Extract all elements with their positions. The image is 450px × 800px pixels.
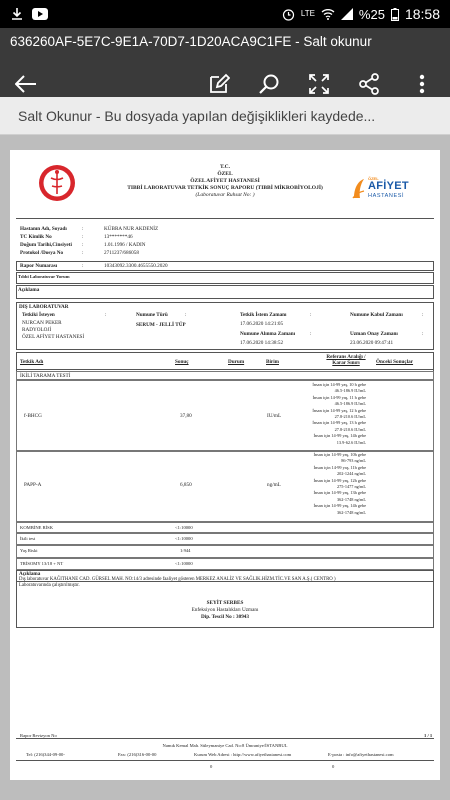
share-button[interactable]: [355, 70, 383, 98]
share-icon: [358, 73, 380, 95]
page-indicator: 1 / 1: [424, 733, 433, 738]
footer-fax: Fax: (216)316-00-00: [118, 752, 157, 757]
status-bar: [0, 0, 450, 28]
test-unit: ng/mL: [267, 482, 281, 488]
test-reference: [286, 452, 366, 516]
test-name: TRİSOMY 13/18 + NT: [20, 561, 64, 566]
logo-big-text: AFİYET: [368, 180, 409, 192]
reference-line: İnsan için 14-99 yaş, 12h gebe: [313, 477, 366, 483]
test-name: f-BHCG: [24, 413, 42, 419]
reference-line: 27.8-210.6 IU/mL: [334, 414, 366, 420]
test-name: İkili test: [20, 536, 36, 541]
colon: :: [185, 312, 187, 318]
revision-label: Rapor Revizyon No: [20, 733, 57, 738]
youtube-icon: [32, 8, 48, 20]
table-row: [16, 522, 434, 533]
dob-value: 1.01.1996 / KADIN: [104, 242, 146, 248]
lab-comment-label: Tıbbi Laboratuvar Yorum: [18, 274, 70, 279]
receive-time-label: Numune Alınma Zamanı: [240, 331, 296, 337]
reference-line: İnsan için 14-99 yaş, 11h gebe: [313, 464, 366, 470]
colon: :: [82, 234, 84, 240]
reference-line: İnsan için 14-99 yaş, 12 h gebe: [312, 407, 366, 413]
colon: :: [82, 263, 84, 269]
protocol-label: Protokol /Dosya No: [20, 250, 64, 256]
reference-line: İnsan için 14-99 yaş, 13 h gebe: [312, 420, 366, 426]
protocol-value: 2711237/686058: [104, 250, 139, 256]
edit-button[interactable]: [205, 70, 233, 98]
col-header-status: Durum: [228, 359, 245, 365]
request-time-value: 17.06.2020 14:21:05: [240, 321, 284, 327]
test-result: <1:10000: [175, 536, 193, 541]
test-reference: [286, 382, 366, 446]
request-time-label: Tetkik İstem Zamanı: [240, 312, 287, 318]
test-result: <1:10000: [175, 525, 193, 530]
col-header-reference: Referans Aralığı / Karar Sınırı: [326, 354, 366, 366]
reference-line: 27.8-210.6 IU/mL: [334, 426, 366, 432]
reference-line: İnsan için 14-99 yaş, 10 h gebe: [312, 382, 366, 387]
hospital-logo: [352, 176, 412, 202]
signature-title: Enfeksiyon Hastalıkları Uzmanı: [191, 607, 259, 613]
edit-icon: [208, 73, 230, 95]
colon: :: [82, 250, 84, 256]
table-row: [16, 545, 434, 558]
document-filename: 636260AF-5E7C-9E1A-70D7-1D20ACA9C1FE - Salt okunur: [10, 34, 372, 49]
clock: 18:58: [404, 6, 440, 22]
patient-name-label: Hastanın Adı, Soyadı: [20, 226, 67, 232]
col-header-test: Tetkik Adı: [20, 359, 44, 365]
colon: :: [422, 312, 424, 318]
external-lab-title: DIŞ LABORATUVAR: [19, 304, 69, 310]
read-only-banner-text: Salt Okunur - Bu dosyada yapılan değişiklikleri kaydede...: [18, 107, 376, 124]
explanation-box: [16, 285, 434, 299]
note-line-1: Dış laboratuvar KAĞITHANE CAD. GÜRSEL MAH. NO:14/3 adresinde faaliyet gösteren MERKEZ ANALİZ VE SAĞLIK.HİZM.TİC.VE SAN A.Ş.( CENTRO ): [19, 577, 336, 582]
fullscreen-button[interactable]: [305, 70, 333, 98]
test-unit: IU/mL: [267, 413, 282, 419]
reference-line: 202-1244 ng/mL: [336, 471, 366, 477]
footer-address: Namık Kemal Mah. Süleymaniye Cad. No:8 Ümraniye/İSTANBUL: [162, 743, 288, 748]
reference-line: İnsan için 14-99 yaş, 11 h gebe: [312, 394, 366, 400]
header-line-3: ÖZEL AFİYET HASTANESİ: [190, 178, 260, 184]
requester-value-2: RADYOLOJİ: [22, 327, 52, 333]
col-header-previous: Önceki Sonuçlar: [376, 359, 414, 365]
header-line-2: ÖZEL: [217, 171, 233, 177]
dob-label: Doğum Tarihi,Cinsiyeti: [20, 242, 72, 248]
receive-time-value: 17.06.2020 14:38:52: [240, 340, 284, 346]
footer-divider: [16, 738, 434, 739]
search-button[interactable]: [255, 70, 283, 98]
more-vert-icon: [419, 74, 425, 94]
approve-time-label: Uzman Onay Zamanı: [350, 331, 398, 337]
colon: :: [82, 226, 84, 232]
test-result: 1:944: [180, 548, 191, 553]
reference-line: İnsan için 14-99 yaş, 14h gebe: [313, 433, 366, 439]
table-row: [16, 451, 434, 522]
test-result: 6,850: [180, 482, 192, 488]
note-line-2: Laboratuvarında çalıştırılmıştır.: [19, 583, 80, 588]
requester-value-3: ÖZEL AFİYET HASTANESİ: [22, 334, 85, 340]
signature-name: SEYİT SERBES: [206, 600, 244, 606]
colon: :: [82, 242, 84, 248]
app-toolbar: [0, 28, 450, 97]
sample-type-value: SERUM - JELLİ TÜP: [136, 322, 186, 328]
footer-divider: [16, 760, 434, 761]
section-row: [16, 371, 434, 380]
test-result: 37,80: [180, 413, 192, 419]
test-name: Yaş Riski: [20, 548, 38, 553]
alarm-icon: [282, 8, 295, 21]
document-page: [10, 150, 440, 780]
table-row: [16, 558, 434, 570]
search-icon: [258, 73, 280, 95]
battery-icon: [391, 8, 399, 21]
approve-time-value: 23.06.2020 09:47:41: [350, 340, 394, 346]
requester-value-1: NURCAN PEKER: [22, 320, 62, 326]
report-number-box: [16, 261, 434, 271]
wifi-icon: [321, 8, 335, 20]
test-result: <1:10000: [175, 561, 193, 566]
reference-line: 13.9-62.6 IU/mL: [336, 439, 366, 445]
reference-line: İnsan için 14-99 yaş, 13h gebe: [313, 490, 366, 496]
download-icon: [10, 7, 24, 21]
accept-time-label: Numune Kabul Zamanı: [350, 312, 403, 318]
back-button[interactable]: [12, 70, 40, 98]
footer-email: E-posta : info@afiyethastanesi.com: [328, 752, 394, 757]
fullscreen-icon: [309, 74, 329, 94]
reference-line: 46.5-186.9 IU/mL: [334, 388, 366, 394]
table-row: [16, 533, 434, 545]
header-divider: [16, 369, 434, 370]
section-label: İKİLİ TARAMA TESTİ: [20, 373, 71, 379]
reference-line: İnsan için 14-99 yaş, 14h gebe: [313, 503, 366, 509]
logo-sub-text: HASTANESİ: [368, 193, 405, 199]
test-name: PAPP-A: [24, 482, 42, 488]
test-name: KOMBİNE RİSK: [20, 525, 54, 530]
patient-name-value: KÜBRA NUR AKDENİZ: [104, 226, 159, 232]
logo-small-text: ÖZEL: [368, 176, 379, 181]
header-line-1: T.C.: [220, 164, 230, 170]
signal-icon: [341, 8, 353, 20]
reference-line: 275-1477 ng/mL: [336, 484, 366, 490]
tc-value: 13*******46: [104, 234, 133, 240]
footer-zero-2: 0: [332, 764, 335, 769]
signature-registration: Dip. Tescil No : 30943: [201, 614, 249, 620]
colon: :: [105, 312, 107, 318]
colon: :: [422, 331, 424, 337]
reference-line: 362-1748 ng/mL: [336, 496, 366, 502]
header-line-5: (Laboratuvar Ruhsat No: ): [195, 192, 255, 198]
colon: :: [310, 331, 312, 337]
back-arrow-icon: [15, 75, 37, 93]
reference-line: 86-793 ng/mL: [341, 458, 366, 464]
battery-percent: %25: [358, 6, 385, 22]
requester-label: Tetkiki İsteyen: [22, 312, 55, 318]
sample-type-label: Numune Türü: [136, 312, 168, 318]
more-options-button[interactable]: [408, 70, 436, 98]
table-row: [16, 380, 434, 451]
reference-line: 46.5-186.9 IU/mL: [334, 401, 366, 407]
colon: :: [310, 312, 312, 318]
footer-tel: Tel: (216)344-09-00-: [26, 752, 65, 757]
col-header-result: Sonuç: [175, 359, 189, 365]
footer-web: Kurum Web Adresi : http://www.afiyethastanesi.com: [194, 752, 292, 757]
network-type: LTE: [300, 9, 315, 18]
tc-label: TC Kimlik No: [20, 234, 52, 240]
explanation-label: Açıklama: [18, 287, 40, 293]
reference-line: İnsan için 14-99 yaş, 10h gebe: [313, 452, 366, 457]
lab-comment-box: [16, 272, 434, 284]
note-label: Açıklama: [19, 571, 41, 577]
read-only-banner[interactable]: [0, 97, 450, 135]
footer-zero-1: 0: [210, 764, 213, 769]
report-number-value: 10343092.3300.4655550.2020: [104, 263, 168, 269]
divider: [16, 218, 434, 219]
header-line-4: TIBBİ LABORATUVAR TETKİK SONUÇ RAPORU (TIBBİ MİKROBİYOLOJİ): [127, 185, 323, 191]
col-header-unit: Birim: [266, 359, 279, 365]
report-number-label: Rapor Numarası: [20, 263, 58, 269]
reference-line: 362-1748 ng/mL: [336, 509, 366, 515]
